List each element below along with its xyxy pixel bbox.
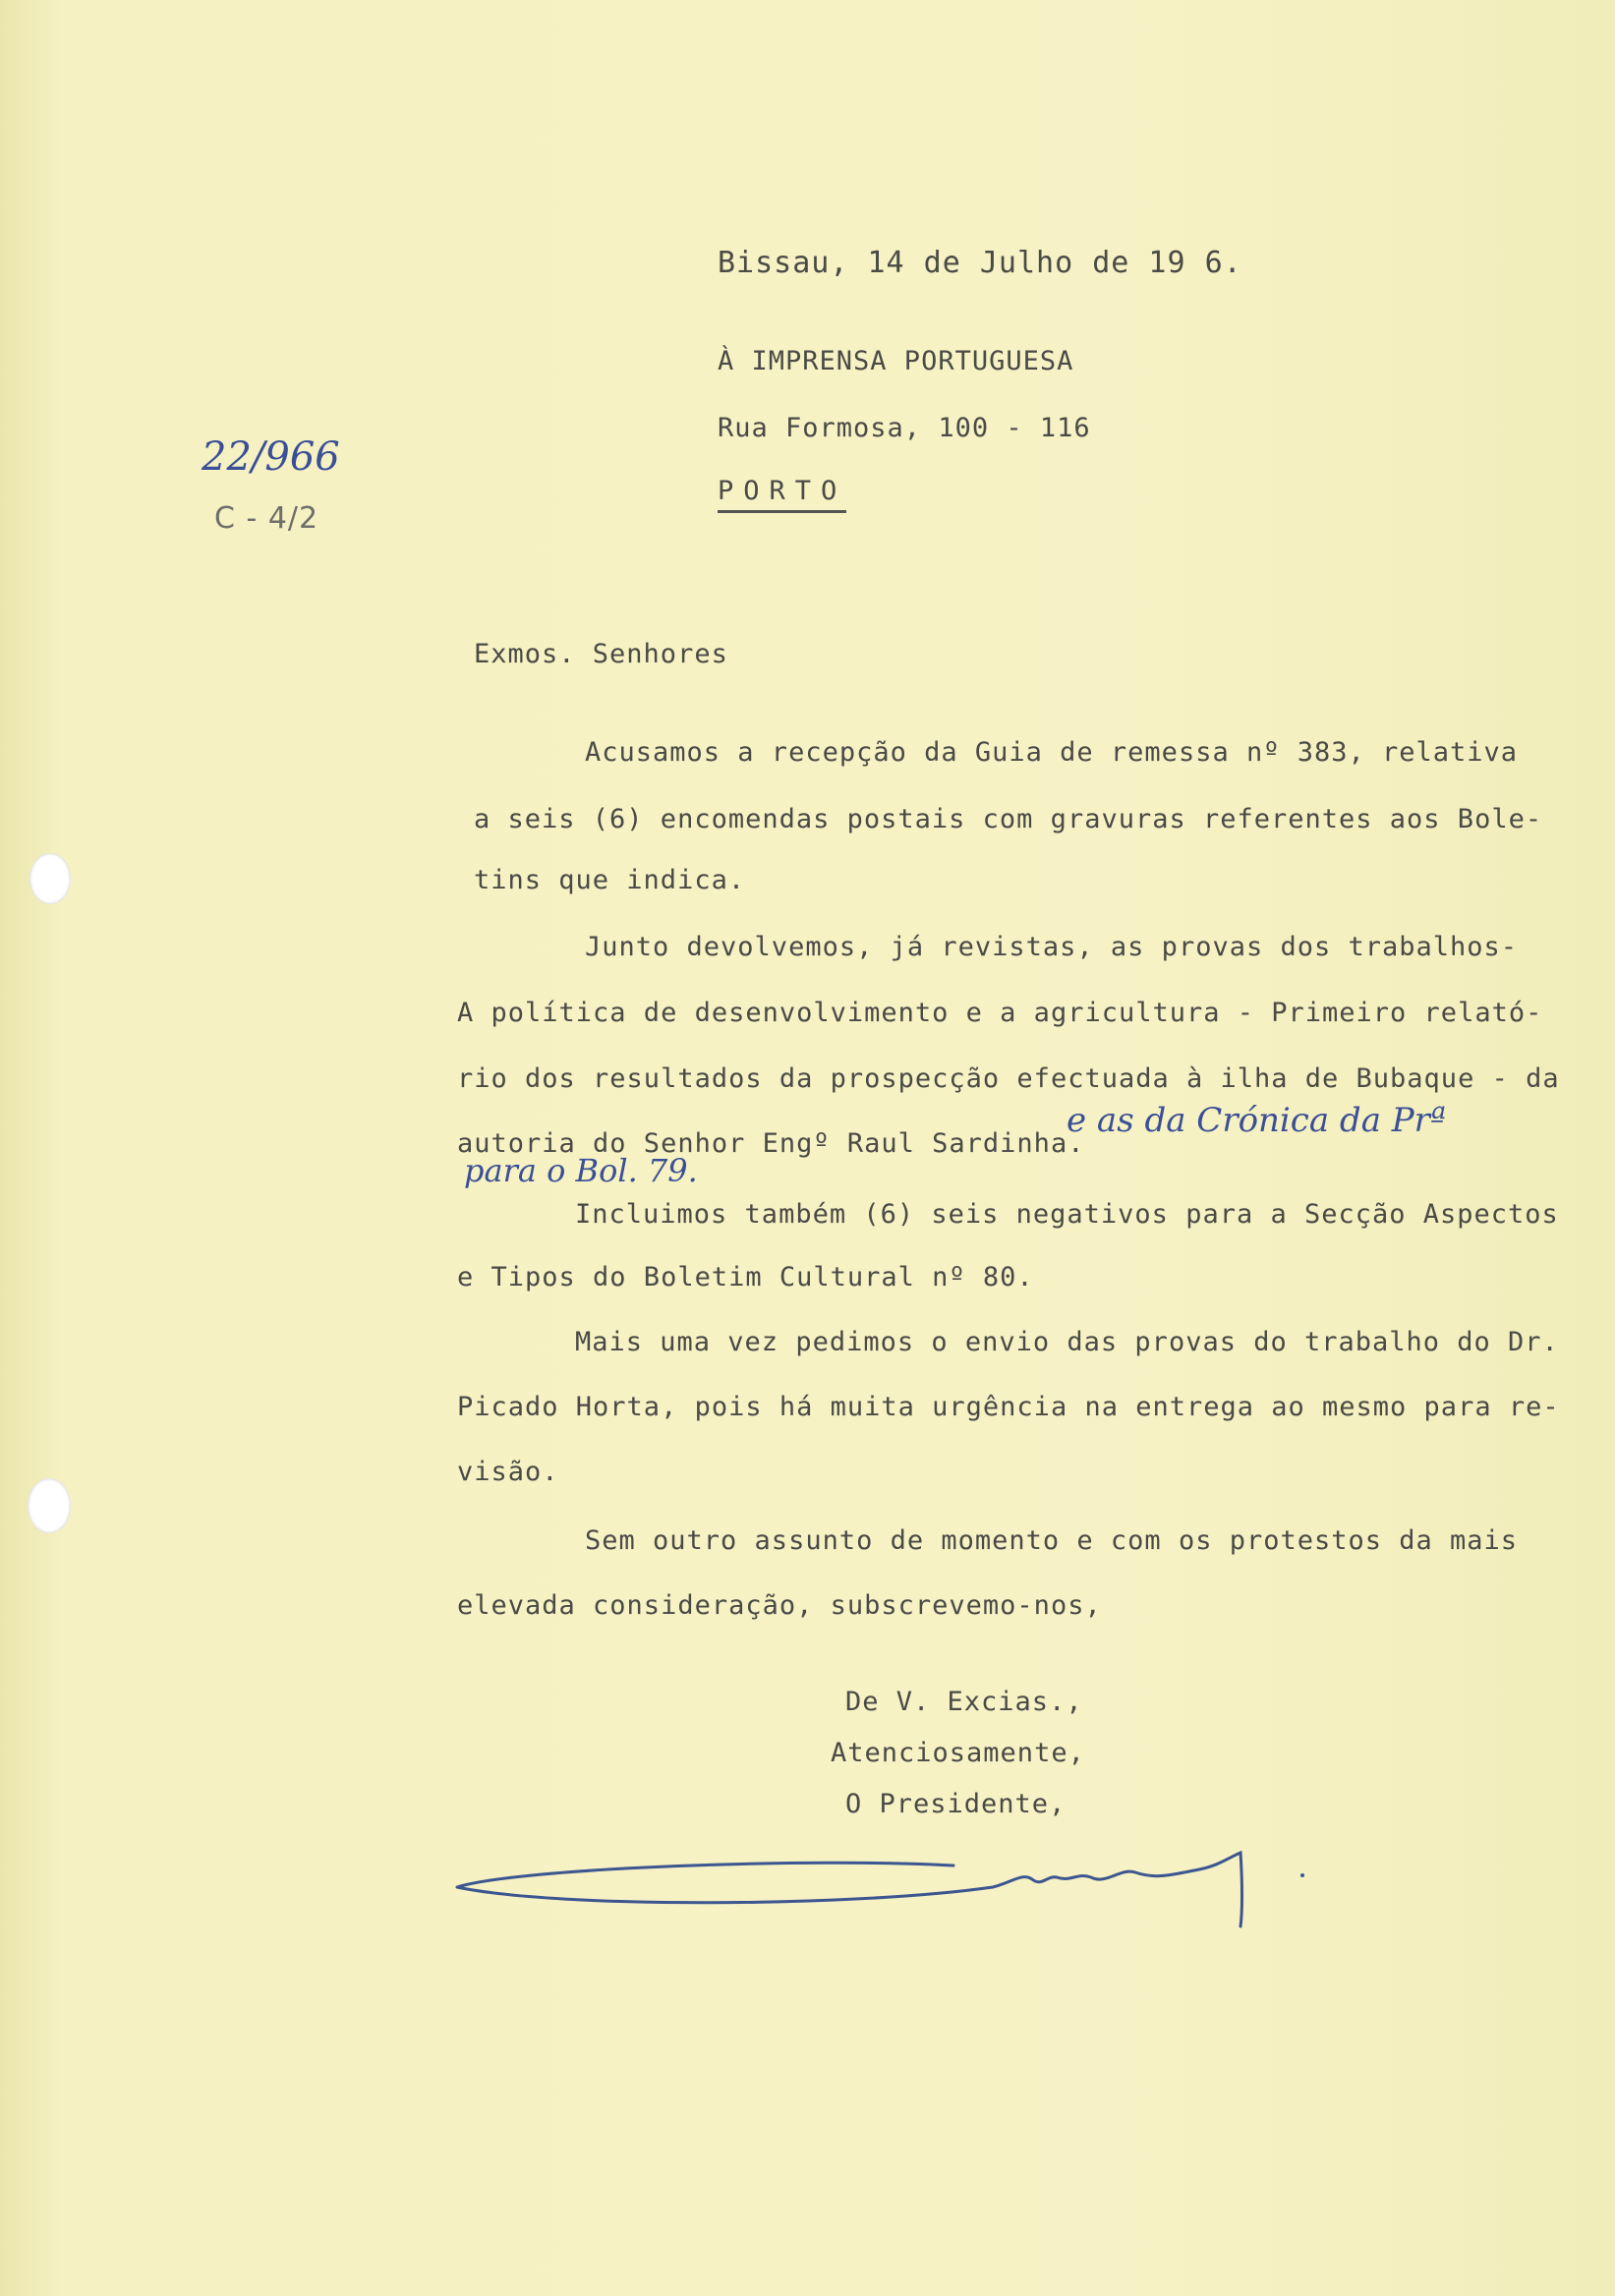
paragraph-line: Acusamos a recepção da Guia de remessa nº 383, relativa (585, 737, 1519, 768)
salutation: Exmos. Senhores (474, 639, 728, 669)
paragraph-line: Picado Horta, pois há muita urgência na entrega ao mesmo para re- (457, 1392, 1560, 1422)
paragraph-line: Incluimos também (6) seis negativos para a Secção Aspectos (575, 1199, 1559, 1230)
paragraph-line: Junto devolvemos, já revistas, as provas dos trabalhos- (585, 932, 1519, 962)
recipient-city: PORTO (718, 476, 846, 513)
paragraph-line: elevada consideração, subscrevemo-nos, (457, 1590, 1102, 1621)
paragraph-line: Sem outro assunto de momento e com os protestos da mais (585, 1525, 1519, 1556)
handwritten-note-continuation: e as da Crónica da Prª (1067, 1101, 1447, 1140)
closing-line: Atenciosamente, (831, 1738, 1085, 1768)
paragraph-line: a seis (6) encomendas postais com gravuras referentes aos Bole- (474, 804, 1543, 834)
paragraph-line: e Tipos do Boletim Cultural nº 80. (457, 1262, 1034, 1292)
ref-code: C - 4/2 (214, 501, 319, 536)
closing-line: De V. Excias., (845, 1687, 1083, 1717)
paragraph-line: A política de desenvolvimento e a agricultura - Primeiro relató- (457, 998, 1543, 1028)
letter-date: Bissau, 14 de Julho de 19 6. (718, 246, 1242, 280)
paragraph-line: tins que indica. (474, 865, 746, 895)
recipient-street: Rua Formosa, 100 - 116 (718, 413, 1091, 443)
paragraph-line: autoria do Senhor Engº Raul Sardinha. (457, 1128, 1085, 1159)
punch-hole-top (29, 853, 71, 904)
recipient-name: À IMPRENSA PORTUGUESA (718, 346, 1074, 376)
closing-line: O Presidente, (845, 1789, 1067, 1819)
handwritten-ref-number: 22/966 (202, 434, 340, 480)
punch-hole-bottom (28, 1478, 71, 1533)
paragraph-line: Mais uma vez pedimos o envio das provas do trabalho do Dr. (575, 1327, 1559, 1357)
handwritten-note-bulletin: para o Bol. 79. (464, 1152, 698, 1189)
signature (442, 1828, 1327, 1946)
paragraph-line: rio dos resultados da prospecção efectuada à ilha de Bubaque - da (457, 1063, 1560, 1094)
paragraph-line: visão. (457, 1457, 559, 1487)
